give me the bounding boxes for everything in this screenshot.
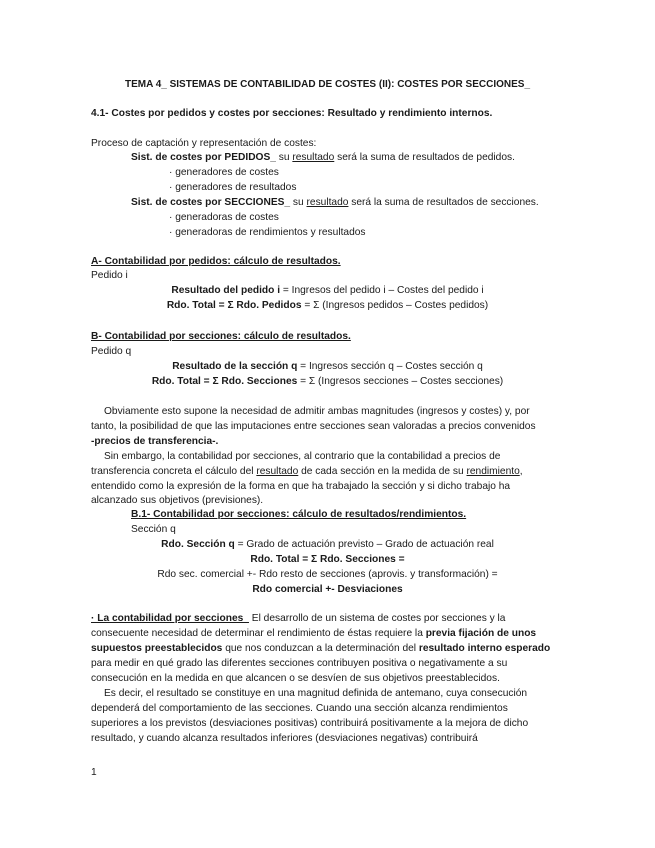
- section-b-subtitle: Pedido q: [91, 346, 132, 357]
- list-item: · generadoras de costes: [169, 212, 279, 223]
- formula-term: Rdo. Total = Σ Rdo. Pedidos: [166, 300, 302, 311]
- section-4-1-heading: 4.1- Costes por pedidos y costes por secciones: Resultado y rendimiento internos.: [91, 108, 493, 119]
- formula-term: Rdo. Total = Σ Rdo. Secciones: [151, 376, 298, 387]
- list-item: · generadores de resultados: [169, 182, 297, 193]
- pedidos-system-label: Sist. de costes por PEDIDOS_: [131, 152, 276, 163]
- paragraph-line: Obviamente esto supone la necesidad de admitir ambas magnitudes (ingresos y costes) y, por: [104, 406, 530, 417]
- paragraph-line: Sin embargo, la contabilidad por secciones, al contrario que la contabilidad a precios de: [104, 451, 501, 462]
- formula-line: [0, 375, 655, 388]
- formula-term: Rdo. Sección q: [161, 539, 235, 550]
- formula-line: [0, 360, 655, 373]
- list-item: · generadores de costes: [169, 167, 279, 178]
- paragraph-line: [91, 465, 523, 478]
- text-span: su: [275, 152, 293, 163]
- underlined-term: resultado: [256, 466, 299, 477]
- formula-line: [0, 299, 655, 312]
- secciones-system-line: [131, 196, 539, 209]
- underlined-term: rendimiento: [466, 466, 520, 477]
- formula-text: = Σ (Ingresos pedidos – Costes pedidos): [301, 300, 489, 311]
- text-span: que nos conduzcan a la determinación del: [222, 643, 419, 654]
- paragraph-line: Es decir, el resultado se constituye en una magnitud definida de antemano, cuya consecución: [104, 688, 528, 699]
- section-a-subtitle: Pedido i: [91, 270, 128, 281]
- text-span: su: [290, 197, 307, 208]
- page-number: 1: [91, 767, 97, 778]
- text-span: El desarrollo de un sistema de costes por secciones y la: [248, 613, 506, 624]
- section-b1-heading: B.1- Contabilidad por secciones: cálculo de resultados/rendimientos.: [131, 509, 467, 520]
- paragraph-line: -precios de transferencia-.: [91, 436, 219, 447]
- formula-term: Resultado del pedido i: [171, 285, 281, 296]
- formula-line: Rdo. Total = Σ Rdo. Secciones =: [250, 554, 405, 565]
- paragraph-line: superiores a los previstos (desviaciones positivas) contribuirá positivamente a la mejora de dicho: [91, 718, 529, 729]
- formula-line: Rdo sec. comercial +- Rdo resto de secciones (aprovis. y transformación) =: [157, 569, 498, 580]
- paragraph-line: consecución en la medida en que alcancen o se desvíen de sus objetivos preestablecidos.: [91, 673, 500, 684]
- paragraph-line: [91, 642, 550, 655]
- underlined-term: resultado: [306, 197, 349, 208]
- text-span: ,: [519, 466, 523, 477]
- formula-line: Rdo comercial +- Desviaciones: [252, 584, 403, 595]
- paragraph-line: resultado, y cuando alcanza resultados inferiores (desviaciones negativas) contribuirá: [91, 733, 478, 744]
- formula-line: [0, 538, 655, 551]
- section-a-heading: A- Contabilidad por pedidos: cálculo de resultados.: [91, 256, 341, 267]
- emphasis-term: supuestos preestablecidos: [91, 643, 223, 654]
- paragraph-line: entendido como la expresión de la forma en que ha trabajado la sección y si dicho trabajo ha: [91, 481, 511, 492]
- paragraph-line: para medir en qué grado las diferentes secciones contribuyen positiva o negativamente a su: [91, 658, 508, 669]
- text-span: será la suma de resultados de pedidos.: [334, 152, 515, 163]
- section-b-heading: B- Contabilidad por secciones: cálculo de resultados.: [91, 331, 351, 342]
- section-b1-subtitle: Sección q: [131, 524, 176, 535]
- formula-text: = Σ (Ingresos secciones – Costes secciones): [297, 376, 504, 387]
- text-span: consecuente necesidad de determinar el rendimiento de éstas requiere la: [91, 628, 426, 639]
- paragraph-line: [91, 612, 505, 625]
- formula-text: = Grado de actuación previsto – Grado de actuación real: [234, 539, 494, 550]
- formula-text: = Ingresos sección q – Costes sección q: [297, 361, 483, 372]
- intro-line: Proceso de captación y representación de costes:: [91, 138, 317, 149]
- list-item: · generadoras de rendimientos y resultados: [169, 227, 366, 238]
- formula-line: [0, 284, 655, 297]
- underlined-term: resultado: [292, 152, 335, 163]
- paragraph-line: tanto, la posibilidad de que las imputaciones entre secciones sean valoradas a precios convenidos: [91, 421, 536, 432]
- text-span: transferencia concreta el cálculo del: [91, 466, 257, 477]
- paragraph-line: [91, 627, 536, 640]
- emphasis-term: resultado interno esperado: [418, 643, 551, 654]
- pedidos-system-line: [131, 151, 515, 164]
- formula-term: Resultado de la sección q: [172, 361, 298, 372]
- emphasis-term: · La contabilidad por secciones_: [91, 613, 249, 624]
- emphasis-term: previa fijación de unos: [425, 628, 537, 639]
- document-title: TEMA 4_ SISTEMAS DE CONTABILIDAD DE COSTES (II): COSTES POR SECCIONES_: [124, 79, 531, 90]
- text-span: de cada sección en la medida de su: [298, 466, 467, 477]
- paragraph-line: dependerá del comportamiento de las secciones. Cuando una sección alcanza rendimientos: [91, 703, 508, 714]
- paragraph-line: alcanzado sus objetivos (previsiones).: [91, 495, 264, 506]
- formula-text: = Ingresos del pedido i – Costes del pedido i: [280, 285, 484, 296]
- text-span: será la suma de resultados de secciones.: [348, 197, 539, 208]
- secciones-system-label: Sist. de costes por SECCIONES_: [131, 197, 291, 208]
